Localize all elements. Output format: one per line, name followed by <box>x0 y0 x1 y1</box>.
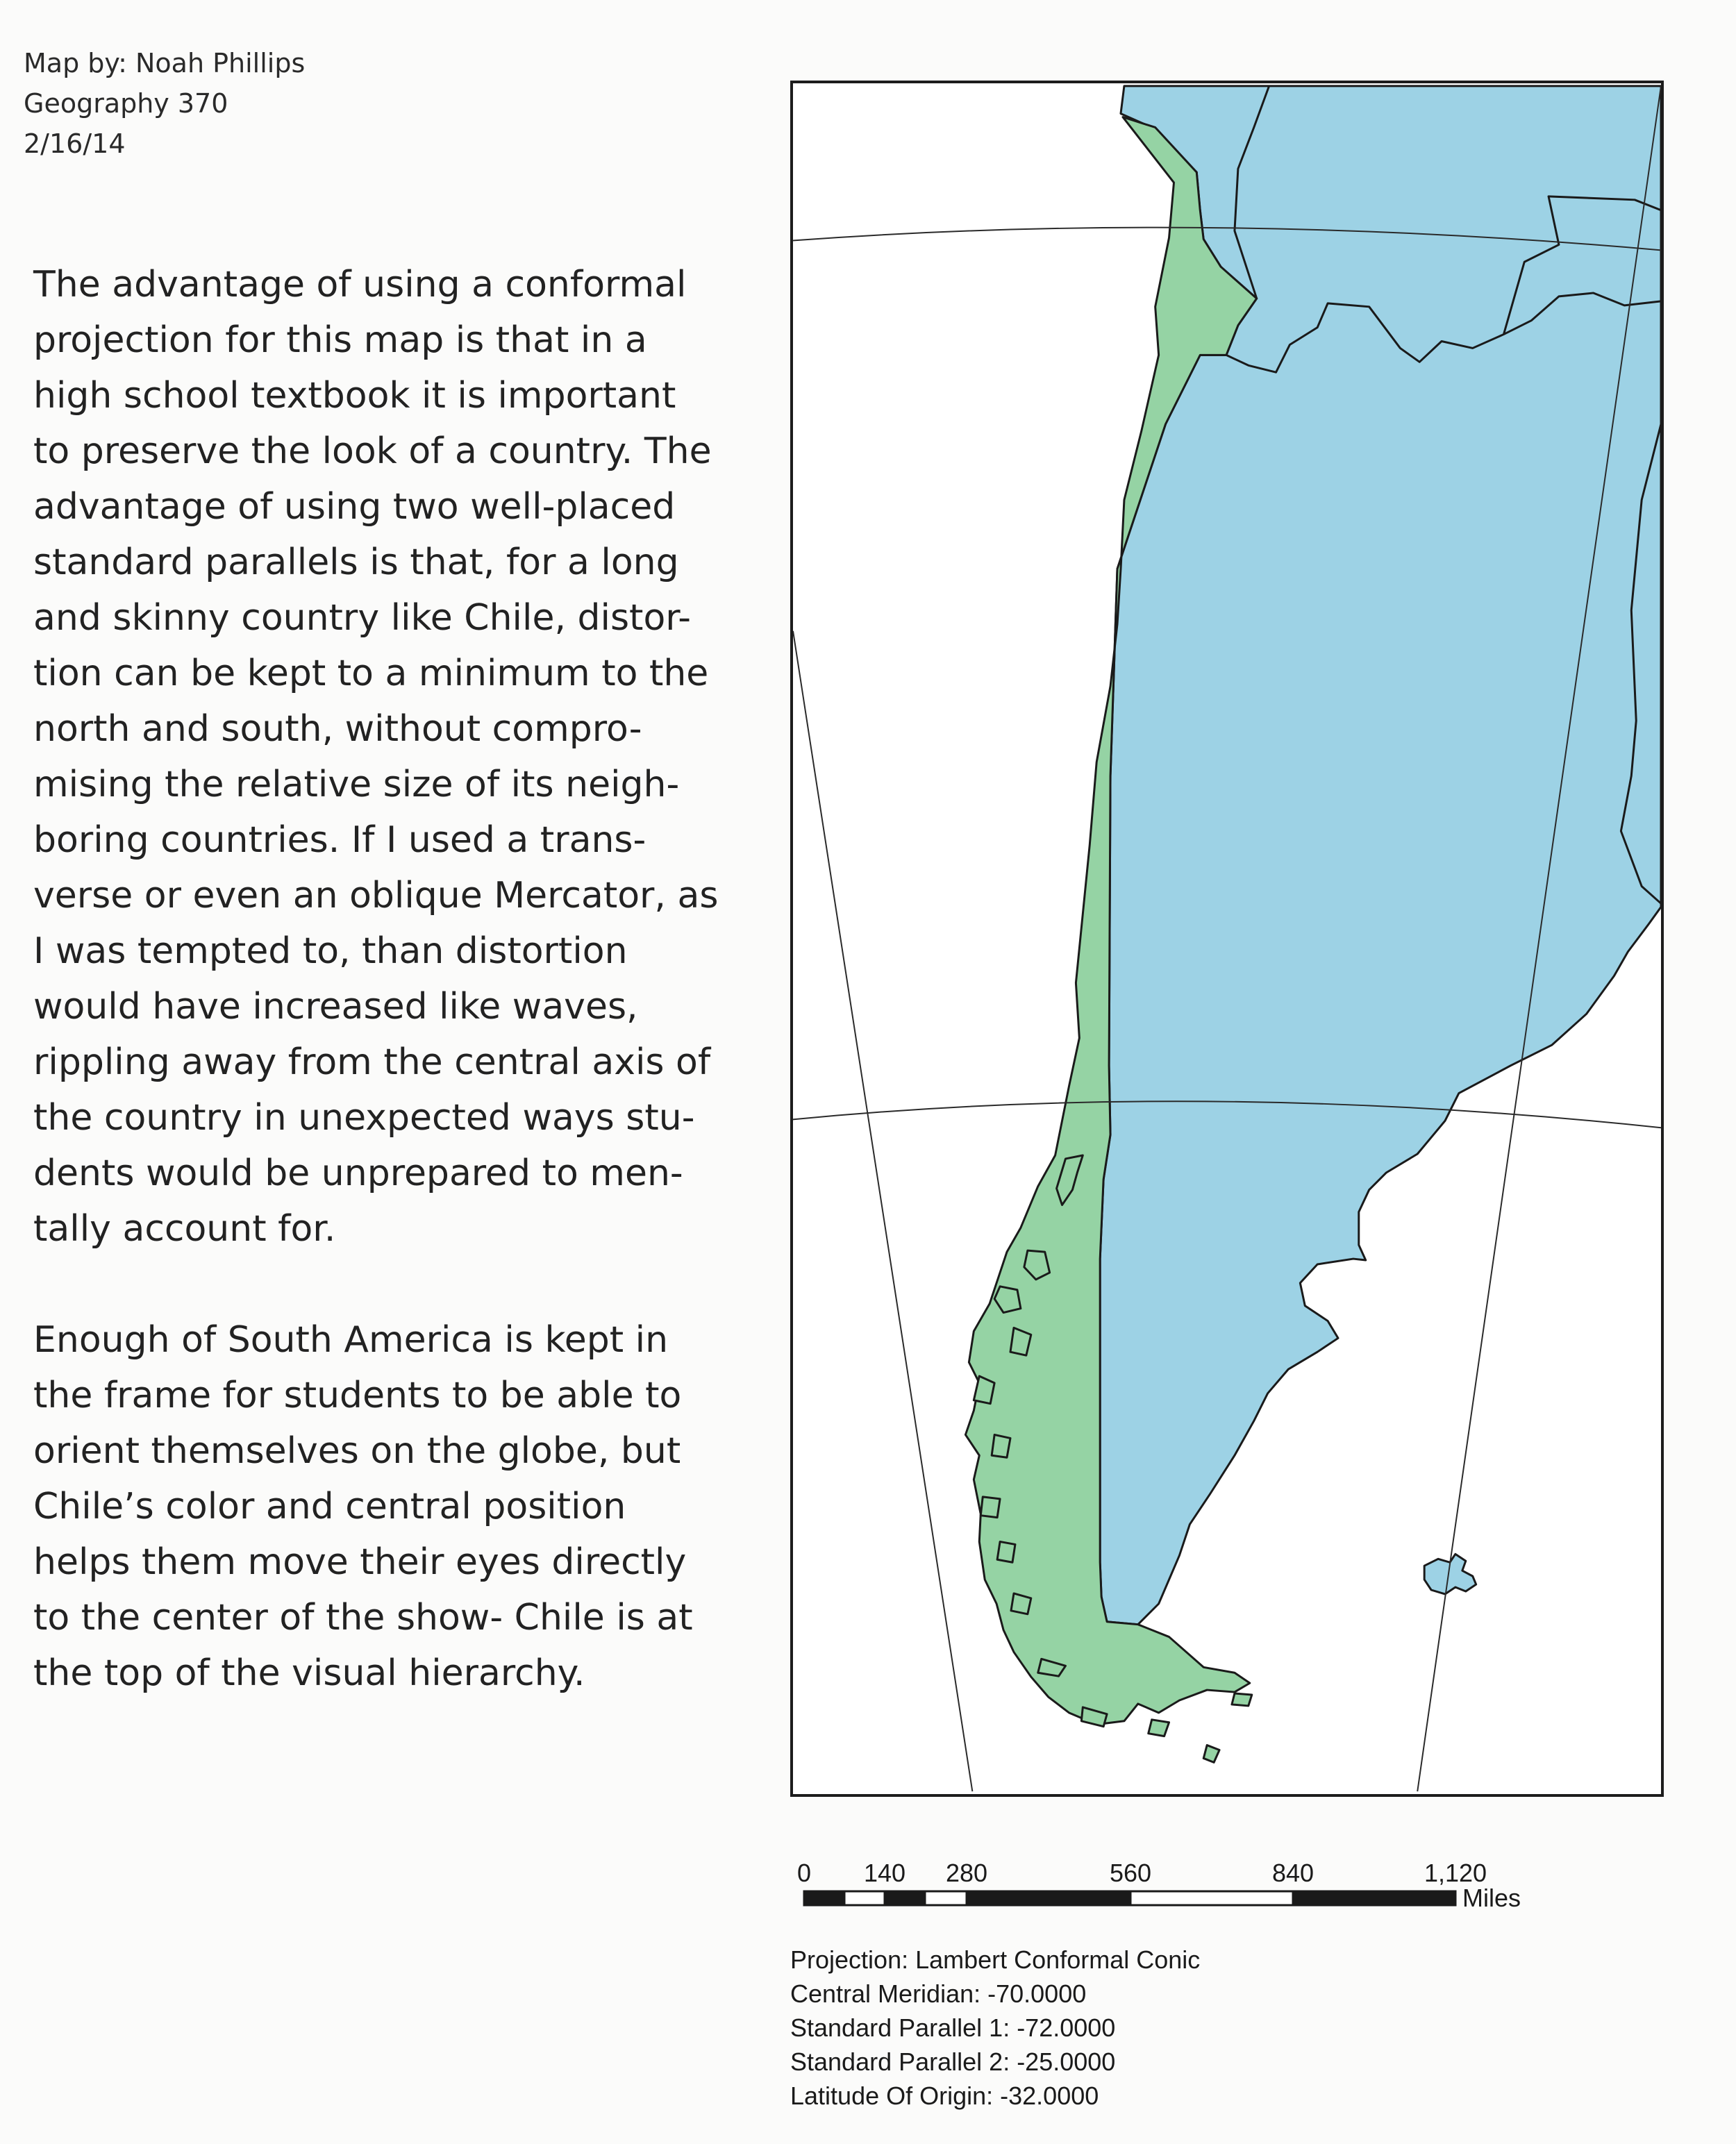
central-meridian: Central Meridian: -70.0000 <box>790 1979 1087 2008</box>
scale-segment-5 <box>967 1891 1130 1905</box>
scale-segment-4 <box>925 1891 967 1905</box>
chile-map <box>793 83 1661 1794</box>
latitude-of-origin: Latitude Of Origin: -32.0000 <box>790 2082 1099 2110</box>
island-8 <box>1011 1593 1031 1614</box>
scale-tick-labels <box>797 1859 1487 1887</box>
scale-label-560: 560 <box>1109 1859 1152 1887</box>
scale-bar <box>792 1847 1667 1930</box>
scale-label-0: 0 <box>796 1859 812 1887</box>
island-11 <box>1149 1720 1169 1736</box>
map-credits <box>24 43 305 164</box>
scale-label-140: 140 <box>863 1859 906 1887</box>
scale-segment-6 <box>1130 1891 1293 1905</box>
author-line: Map by: Noah Phillips <box>24 48 306 78</box>
scale-segment-1 <box>804 1891 844 1905</box>
scale-segment-3 <box>885 1891 925 1905</box>
scale-label-280: 280 <box>945 1859 988 1887</box>
projection-info <box>790 1943 1200 2113</box>
island-6 <box>980 1497 1000 1518</box>
island-7 <box>997 1541 1015 1562</box>
standard-parallel-2: Standard Parallel 2: -25.0000 <box>790 2047 1116 2076</box>
essay-paragraph-1: The advantage of using a conformal projection for this map is that in a high school textbook it is important to preserve the look of a country. The advantage of using two well-placed standard parallels is that, for a long and skinny country like Chile, distor- tion can be kept to a minimum to the north and south, without compro- mising the relative size of its neigh- boring countries. If I used a trans- verse or even an oblique Mercator, as I was tempted to, than distortion would have increased like waves, rippling away from the central axis of the country in unexpected ways stu- dents would be unprepared to men- tally account for. <box>33 264 719 1250</box>
standard-parallel-1: Standard Parallel 1: -72.0000 <box>790 2013 1116 2042</box>
scale-segments <box>804 1891 1455 1905</box>
scale-label-840: 840 <box>1271 1859 1314 1887</box>
scale-label-1120: 1,120 <box>1424 1859 1487 1887</box>
essay-paragraph-2: Enough of South America is kept in the frame for students to be able to orient themselves on the globe, but Chile’s color and central position helps them move their eyes directly to the center of the show- Chile is at the top of the visual hierarchy. <box>33 1319 693 1694</box>
island-5 <box>992 1434 1010 1457</box>
projection-name: Projection: Lambert Conformal Conic <box>790 1945 1201 1974</box>
projection-essay <box>33 257 756 1701</box>
scale-segment-7 <box>1293 1891 1455 1905</box>
island-12 <box>1232 1693 1252 1706</box>
course-line: Geography 370 <box>24 88 228 119</box>
scale-segment-2 <box>844 1891 885 1905</box>
scale-unit: Miles <box>1462 1884 1521 1912</box>
map-frame <box>790 81 1664 1797</box>
date-line: 2/16/14 <box>24 128 126 159</box>
